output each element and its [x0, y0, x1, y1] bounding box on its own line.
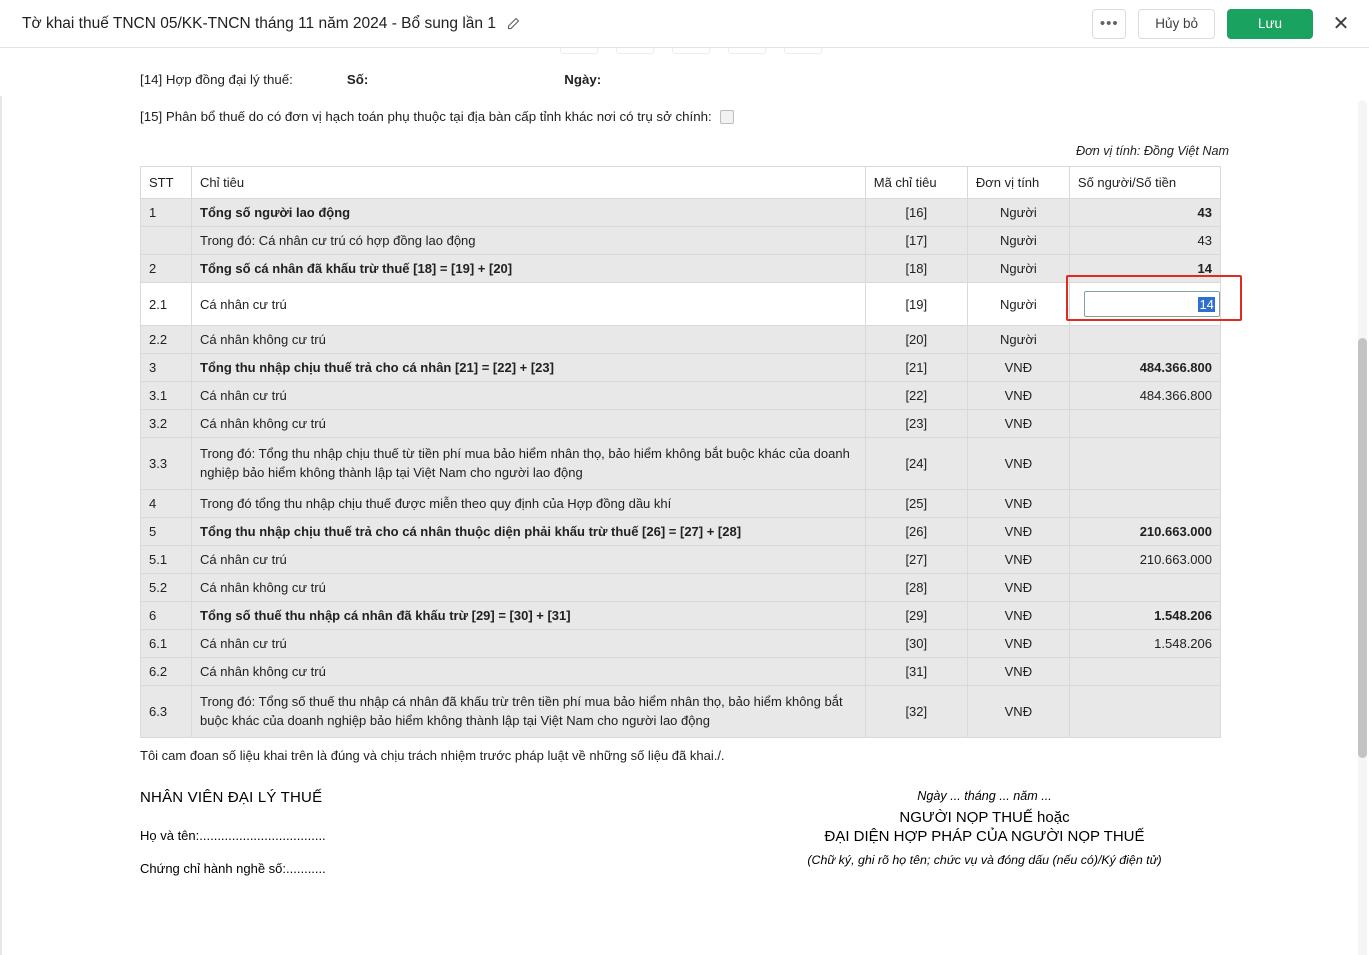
cell-value[interactable]: [1069, 326, 1220, 354]
indicators-table: [140, 166, 1221, 738]
cell-unit: VNĐ: [967, 686, 1069, 738]
cell-code: [26]: [865, 518, 967, 546]
cell-stt: 2.2: [141, 326, 192, 354]
cell-code: [29]: [865, 602, 967, 630]
table-row: [141, 354, 1221, 382]
cutoff-box: [616, 48, 654, 54]
cell-code: [18]: [865, 255, 967, 283]
cutoff-box: [560, 48, 598, 54]
cell-stt: [141, 227, 192, 255]
cell-code: [19]: [865, 283, 967, 326]
cell-code: [27]: [865, 546, 967, 574]
cutoff-box: [784, 48, 822, 54]
cancel-button[interactable]: Hủy bỏ: [1138, 9, 1215, 39]
cell-stt: 6.1: [141, 630, 192, 658]
cell-value[interactable]: 1.548.206: [1069, 602, 1220, 630]
cell-indicator: Cá nhân cư trú: [192, 382, 866, 410]
cell-code: [21]: [865, 354, 967, 382]
cell-code: [25]: [865, 490, 967, 518]
cell-indicator: Tổng số thuế thu nhập cá nhân đã khấu trừ [29] = [30] + [31]: [192, 602, 866, 630]
table-row: [141, 546, 1221, 574]
cell-unit: Người: [967, 227, 1069, 255]
cell-indicator: Cá nhân cư trú: [192, 546, 866, 574]
cell-value[interactable]: 43: [1069, 227, 1220, 255]
cell-unit: VNĐ: [967, 490, 1069, 518]
currency-unit-note: Đơn vị tính: Đồng Việt Nam: [1076, 144, 1229, 158]
cell-code: [17]: [865, 227, 967, 255]
line-15-row: [140, 109, 1229, 124]
cell-value[interactable]: [1069, 438, 1220, 490]
document-scroll-area[interactable]: [0, 48, 1369, 955]
cell-stt: 3: [141, 354, 192, 382]
table-row: [141, 255, 1221, 283]
cell-unit: Người: [967, 326, 1069, 354]
cutoff-box: [728, 48, 766, 54]
cell-value[interactable]: 43: [1069, 199, 1220, 227]
taxpayer-heading-2: ĐẠI DIỆN HỢP PHÁP CỦA NGƯỜI NỌP THUẾ: [824, 828, 1145, 845]
cell-code: [20]: [865, 326, 967, 354]
cell-stt: 6.3: [141, 686, 192, 738]
cell-value[interactable]: [1069, 283, 1220, 326]
cell-value[interactable]: [1069, 658, 1220, 686]
cell-indicator: Trong đó tổng thu nhập chịu thuế được miễn theo quy định của Hợp đồng dầu khí: [192, 490, 866, 518]
cell-unit: VNĐ: [967, 630, 1069, 658]
save-button[interactable]: Lưu: [1227, 9, 1313, 39]
cell-stt: 2: [141, 255, 192, 283]
table-row: [141, 410, 1221, 438]
cell-code: [16]: [865, 199, 967, 227]
table-row: [141, 518, 1221, 546]
cell-stt: 4: [141, 490, 192, 518]
cell-value[interactable]: [1069, 490, 1220, 518]
header-stt: STT: [141, 167, 192, 199]
cell-indicator: Cá nhân không cư trú: [192, 326, 866, 354]
cell-code: [23]: [865, 410, 967, 438]
cell-indicator: Cá nhân cư trú: [192, 630, 866, 658]
cutoff-fields-row: [560, 48, 822, 54]
cell-indicator: Trong đó: Tổng số thuế thu nhập cá nhân đã khấu trừ trên tiền phí mua bảo hiểm nhân thọ, bảo hiểm không bắt buộc khác của doanh nghiệp bảo hiểm không thành lập tại Việt Nam cho người lao động: [192, 686, 866, 738]
table-row: [141, 490, 1221, 518]
tax-agent-block: [140, 789, 700, 876]
table-row: [141, 326, 1221, 354]
cell-value[interactable]: 484.366.800: [1069, 354, 1220, 382]
window-titlebar: [0, 0, 1369, 48]
cell-value[interactable]: 484.366.800: [1069, 382, 1220, 410]
titlebar-actions: [1092, 9, 1355, 39]
cell-unit: Người: [967, 255, 1069, 283]
cell-unit: Người: [967, 283, 1069, 326]
cell-indicator: Tổng thu nhập chịu thuế trả cho cá nhân [21] = [22] + [23]: [192, 354, 866, 382]
table-header-row: [141, 167, 1221, 199]
cell-stt: 5.1: [141, 546, 192, 574]
header-value: Số người/Số tiền: [1069, 167, 1220, 199]
cell-indicator: Tổng số cá nhân đã khấu trừ thuế [18] = [19] + [20]: [192, 255, 866, 283]
table-row: [141, 658, 1221, 686]
cell-stt: 5: [141, 518, 192, 546]
cell-unit: VNĐ: [967, 518, 1069, 546]
cell-unit: VNĐ: [967, 354, 1069, 382]
header-code: Mã chỉ tiêu: [865, 167, 967, 199]
header-indicator: Chỉ tiêu: [192, 167, 866, 199]
cell-stt: 1: [141, 199, 192, 227]
cell-indicator: Trong đó: Cá nhân cư trú có hợp đồng lao động: [192, 227, 866, 255]
cell-unit: VNĐ: [967, 382, 1069, 410]
cell-unit: VNĐ: [967, 602, 1069, 630]
line-14-date-label: Ngày:: [564, 72, 602, 87]
cell-stt: 3.3: [141, 438, 192, 490]
cell-unit: Người: [967, 199, 1069, 227]
cell-indicator: Trong đó: Tổng thu nhập chịu thuế từ tiền phí mua bảo hiểm nhân thọ, bảo hiểm không bắt buộc khác của doanh nghiệp bảo hiểm không thành lập tại Việt Nam cho người lao động: [192, 438, 866, 490]
header-unit: Đơn vị tính: [967, 167, 1069, 199]
signature-date-line: Ngày ... tháng ... năm ...: [917, 789, 1052, 803]
vertical-scrollbar[interactable]: [1358, 100, 1367, 955]
cell-unit: VNĐ: [967, 574, 1069, 602]
close-icon[interactable]: ✕: [1332, 13, 1350, 35]
cell-value[interactable]: 210.663.000: [1069, 546, 1220, 574]
line-14-number-label: Số:: [346, 72, 369, 87]
cell-stt: 3.1: [141, 382, 192, 410]
cell-value[interactable]: 14: [1069, 255, 1220, 283]
cell-value[interactable]: 1.548.206: [1069, 630, 1220, 658]
page-title: Tờ khai thuế TNCN 05/KK-TNCN tháng 11 năm 2024 - Bổ sung lần 1: [22, 14, 496, 32]
table-body: [141, 199, 1221, 738]
line-15-checkbox[interactable]: [720, 110, 734, 124]
table-row: [141, 630, 1221, 658]
cell-unit: VNĐ: [967, 410, 1069, 438]
table-row: [141, 438, 1221, 490]
cell-code: [31]: [865, 658, 967, 686]
line-15-label: [15] Phân bổ thuế do có đơn vị hạch toán phụ thuộc tại địa bàn cấp tỉnh khác nơi có trụ sở chính:: [140, 109, 712, 124]
cell-indicator: Tổng thu nhập chịu thuế trả cho cá nhân thuộc diện phải khấu trừ thuế [26] = [27] + [28]: [192, 518, 866, 546]
taxpayer-block: [700, 789, 1229, 867]
pledge-text: Tôi cam đoan số liệu khai trên là đúng và chịu trách nhiệm trước pháp luật về những số liệu đã khai./.: [140, 748, 725, 763]
cell-code: [22]: [865, 382, 967, 410]
table-row: [141, 283, 1221, 326]
scrollbar-thumb[interactable]: [1358, 338, 1367, 758]
tax-agent-heading: NHÂN VIÊN ĐẠI LÝ THUẾ: [140, 789, 323, 806]
edit-pencil-icon[interactable]: [506, 16, 522, 32]
value-input-19[interactable]: [1084, 291, 1220, 317]
signature-area: [140, 789, 1229, 876]
cell-unit: VNĐ: [967, 546, 1069, 574]
line-14-label: [14] Hợp đồng đại lý thuế:: [140, 72, 293, 87]
cell-code: [32]: [865, 686, 967, 738]
tax-declaration-form: [0, 48, 1369, 876]
cell-code: [24]: [865, 438, 967, 490]
cell-indicator: Tổng số người lao động: [192, 199, 866, 227]
table-row: [141, 574, 1221, 602]
cell-stt: 5.2: [141, 574, 192, 602]
tax-agent-name-line: Họ và tên:...................................: [140, 828, 326, 843]
tax-agent-cert-line: Chứng chỉ hành nghề số:...........: [140, 861, 326, 876]
cutoff-box: [672, 48, 710, 54]
more-options-button[interactable]: •••: [1092, 9, 1126, 39]
table-row: [141, 686, 1221, 738]
cell-code: [28]: [865, 574, 967, 602]
cell-indicator: Cá nhân không cư trú: [192, 410, 866, 438]
table-row: [141, 602, 1221, 630]
value-input-selected-text: 14: [1199, 296, 1214, 312]
table-row: [141, 382, 1221, 410]
cell-code: [30]: [865, 630, 967, 658]
cell-indicator: Cá nhân không cư trú: [192, 574, 866, 602]
cell-value[interactable]: 210.663.000: [1069, 518, 1220, 546]
cell-stt: 6: [141, 602, 192, 630]
cell-value[interactable]: [1069, 574, 1220, 602]
table-row: [141, 227, 1221, 255]
cell-stt: 6.2: [141, 658, 192, 686]
cell-stt: 2.1: [141, 283, 192, 326]
cell-value[interactable]: [1069, 686, 1220, 738]
cell-unit: VNĐ: [967, 438, 1069, 490]
cell-indicator: Cá nhân không cư trú: [192, 658, 866, 686]
taxpayer-heading-1: NGƯỜI NỌP THUẾ hoặc: [899, 809, 1070, 826]
cell-indicator: Cá nhân cư trú: [192, 283, 866, 326]
cell-unit: VNĐ: [967, 658, 1069, 686]
cell-value[interactable]: [1069, 410, 1220, 438]
signature-note: (Chữ ký, ghi rõ họ tên; chức vụ và đóng dấu (nếu có)/Ký điện tử): [807, 853, 1162, 867]
cell-stt: 3.2: [141, 410, 192, 438]
table-row: [141, 199, 1221, 227]
